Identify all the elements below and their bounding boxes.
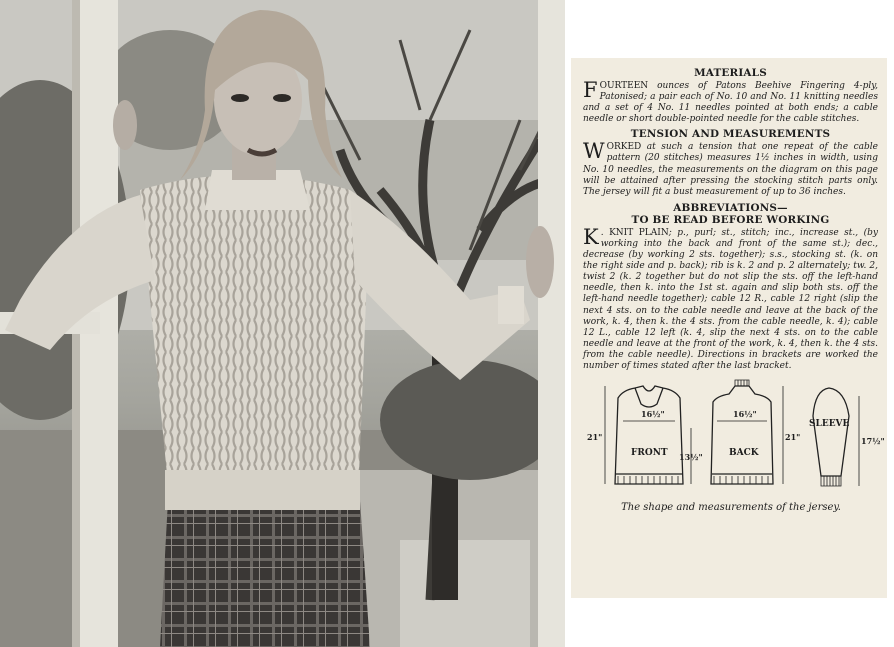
abbreviations-dropcap: K [583, 224, 599, 249]
abbreviations-paragraph [583, 224, 878, 372]
diagram-shapes [583, 376, 879, 501]
back-height-measure: 21" [785, 432, 801, 443]
diagram-caption: The shape and measurements of the jersey. [621, 502, 841, 514]
back-label: BACK [729, 448, 759, 459]
materials-lead: OURTEEN [599, 81, 649, 91]
jersey-measurement-diagram [583, 376, 885, 514]
sleeve-label: SLEEVE [809, 419, 850, 430]
tension-paragraph [583, 139, 878, 197]
pattern-instructions-page [571, 58, 887, 598]
front-lower-measure: 13½" [679, 452, 703, 463]
front-label: FRONT [631, 448, 668, 459]
abbreviations-heading-line1: ABBREVIATIONS— [673, 201, 788, 214]
materials-paragraph [583, 78, 878, 125]
tension-dropcap: W [583, 139, 605, 164]
front-height-measure: 21" [587, 432, 603, 443]
abbreviations-lead: . KNIT PLAIN [600, 227, 669, 238]
materials-heading: MATERIALS [694, 67, 767, 79]
abbreviations-heading-line2: TO BE READ BEFORE WORKING [631, 213, 830, 226]
abbreviations-text: ; p., purl; st., stitch; inc., increase st., (by working into the back and front of the same st.); dec., decrease (by working 2 sts. together); s.s., stocking st. (k. on the right side and p. back); rib is k. 2 and p. 2 alternately; tw. 2, twist 2 (k. 2 together but do not slip the sts. off the left-hand needle, then k. into the 1st st. again and slip both sts. off the left-hand needle together); cable 12 R., cable 12 right (slip the next 4 sts. on to the cable needle and leave at the back of the work, k. 4, then k. the 4 sts. from the cable needle, k. 4); cable 12 L., cable 12 left (k. 4, slip the next 4 sts. on to the cable needle and leave at the front of the work, k. 4, then k. the 4 sts. from the cable needle). Directions in brackets are worked the number of times stated after the last bracket. [583, 227, 878, 371]
sleeve-shape [813, 388, 859, 486]
front-width-measure: 16½" [641, 409, 665, 420]
back-shape [711, 380, 783, 484]
back-width-measure: 16½" [733, 409, 757, 420]
tension-heading: TENSION AND MEASUREMENTS [630, 128, 831, 141]
materials-text: ounces of Patons Beehive Fingering 4-ply, Patonised; a pair each of No. 10 and No. 11 knitting needles and a set of 4 No. 11 needles pointed at both ends; a cable needle or short double-pointed needle for the cable stitches. [583, 81, 878, 125]
materials-dropcap: F [583, 78, 598, 102]
sleeve-length-measure: 17½" [861, 436, 885, 447]
abbreviations-heading [583, 202, 878, 226]
front-shape [605, 386, 691, 484]
tension-lead: ORKED [606, 142, 642, 153]
tension-text: at such a tension that one repeat of the cable pattern (20 stitches) measures 1½ inches in width, using No. 10 needles, the measurements on the diagram on this page will be attained after pressing the stocking stitch parts only. The jersey will fit a bust measurement of up to 36 inches. [583, 142, 878, 197]
